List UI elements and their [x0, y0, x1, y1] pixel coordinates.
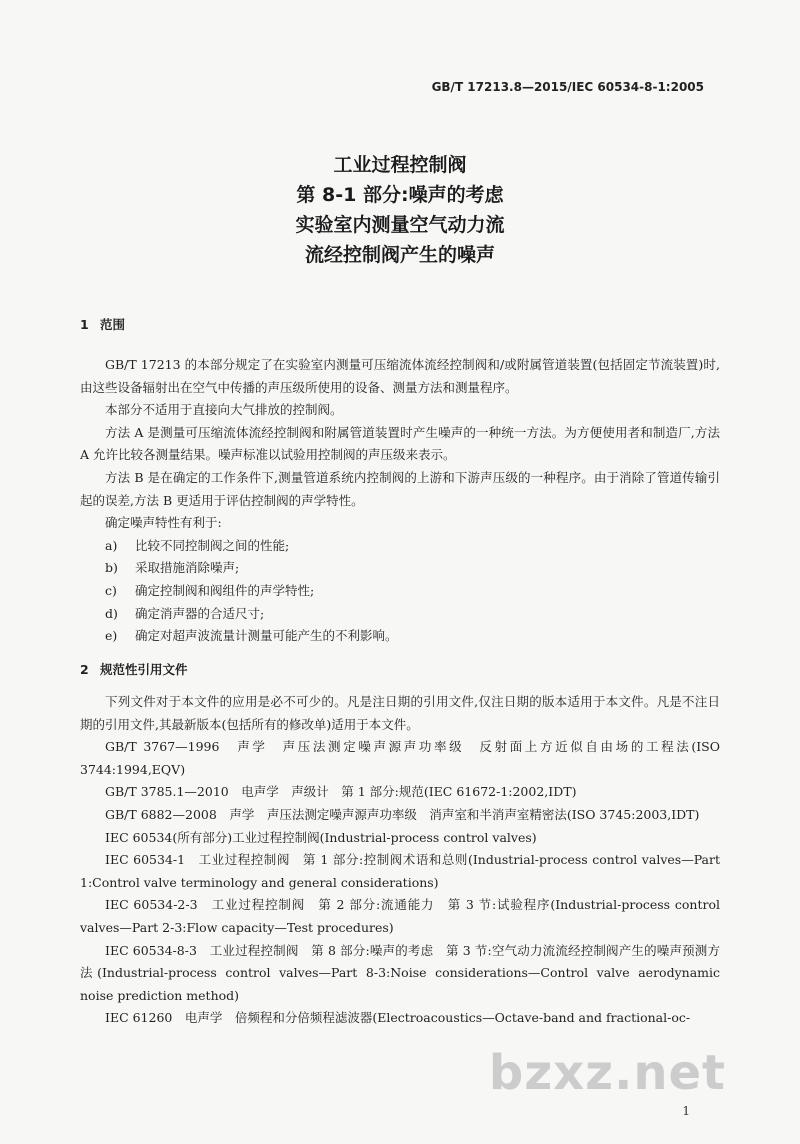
reference-entry: GB/T 3767—1996 声学 声压法测定噪声源声功率级 反射面上方近似自由场的工程法(ISO 3744:1994,EQV): [80, 739, 720, 777]
reference-entry: GB/T 3785.1—2010 电声学 声级计 第 1 部分:规范(IEC 61672-1:2002,IDT): [105, 784, 577, 800]
reference-entry: GB/T 6882—2008 声学 声压法测定噪声源声功率级 消声室和半消声室精密法(ISO 3745:2003,IDT): [105, 806, 700, 822]
section-title: 范围: [100, 317, 126, 332]
section-1-heading: [80, 315, 125, 333]
section-2-heading: [80, 660, 188, 678]
paragraph: 下列文件对于本文件的应用是必不可少的。凡是注日期的引用文件,仅注日期的版本适用于本文件。凡是不注日期的引用文件,其最新版本(包括所有的修改单)适用于本文件。: [80, 694, 720, 732]
reference-entry: IEC 60534-1 工业过程控制阀 第 1 部分:控制阀术语和总则(Industrial-process control valves—Part 1:Control valve terminology and general considerations): [80, 852, 720, 890]
paragraph: 方法 A 是测量可压缩流体流经控制阀和附属管道装置时产生噪声的一种统一方法。为方便使用者和制造厂,方法 A 允许比较各测量结果。噪声标准以试验用控制阀的声压级来表示。: [80, 424, 720, 463]
paragraph: 方法 B 是在确定的工作条件下,测量管道系统内控制阀的上游和下游声压级的一种程序。由于消除了管道传输引起的误差,方法 B 更适用于评估控制阀的声学特性。: [80, 469, 720, 508]
reference-entry: IEC 60534-8-3 工业过程控制阀 第 8 部分:噪声的考虑 第 3 节:空气动力流流经控制阀产生的噪声预测方法(Industrial-process control valves—Part 8-3:Noise considerations—Control valve aerodynamic noise prediction method): [80, 942, 720, 1003]
list-item-label: b): [105, 560, 118, 576]
list-item-label: d): [105, 605, 118, 621]
watermark: bzxz.net: [488, 1045, 726, 1101]
page-number: 1: [682, 1104, 690, 1118]
paragraph: GB/T 17213 的本部分规定了在实验室内测量可压缩流体流经控制阀和/或附属管道装置(包括固定节流装置)时,由这些设备辐射出在空气中传播的声压级所使用的设备、测量方法和测量程序。: [80, 357, 720, 395]
section-2-body: [80, 691, 720, 1030]
list-item-label: c): [105, 582, 117, 598]
list-item-text: 确定消声器的合适尺寸;: [135, 605, 265, 621]
list-item: [80, 625, 720, 648]
list-item: [80, 603, 720, 626]
list-item-label: e): [105, 628, 118, 644]
list-item-label: a): [105, 537, 118, 553]
section-number: 1: [80, 317, 89, 332]
title-line: 第 8-1 部分:噪声的考虑: [296, 184, 504, 206]
list-item: [80, 535, 720, 558]
list-item-text: 采取措施消除噪声;: [135, 560, 240, 576]
list-item: [80, 580, 720, 603]
reference-entry: IEC 61260 电声学 倍频程和分倍频程滤波器(Electroacoustics—Octave-band and fractional-oc-: [105, 1010, 691, 1026]
section-title: 规范性引用文件: [100, 662, 188, 677]
reference-entry: IEC 60534-2-3 工业过程控制阀 第 2 部分:流通能力 第 3 节:试验程序(Industrial-process control valves—Part 2-3:Flow capacity—Test procedures): [80, 897, 720, 935]
reference-entry: IEC 60534(所有部分)工业过程控制阀(Industrial-process control valves): [105, 829, 537, 845]
title-line: 流经控制阀产生的噪声: [304, 244, 495, 266]
list-item-text: 确定控制阀和阀组件的声学特性;: [135, 582, 315, 598]
section-number: 2: [80, 662, 89, 677]
title-line: 实验室内测量空气动力流: [295, 214, 505, 236]
standard-number-header: GB/T 17213.8—2015/IEC 60534-8-1:2005: [431, 80, 704, 94]
paragraph: 本部分不适用于直接向大气排放的控制阀。: [105, 402, 343, 418]
title-line: 工业过程控制阀: [333, 154, 467, 176]
document-title: [0, 150, 800, 270]
list-item: [80, 557, 720, 580]
list-item-text: 确定对超声波流量计测量可能产生的不利影响。: [135, 628, 398, 644]
list-item-text: 比较不同控制阀之间的性能;: [135, 537, 290, 553]
paragraph: 确定噪声特性有利于:: [105, 515, 222, 531]
section-1-body: [80, 354, 720, 648]
